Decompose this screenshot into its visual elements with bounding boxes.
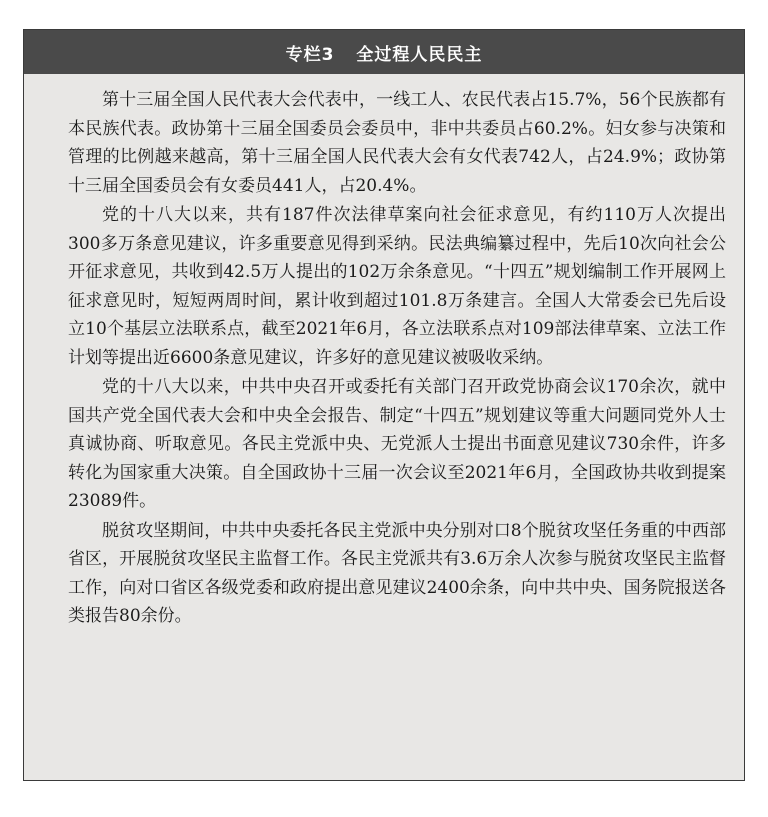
column-header [24,30,744,74]
column-box [23,29,745,781]
paragraph: 第十三届全国人民代表大会代表中，一线工人、农民代表占15.7%，56个民族都有本民族代表。政协第十三届全国委员会委员中，非中共委员占60.2%。妇女参与决策和管理的比例越来越高，第十三届全国人民代表大会有女代表742人，占24.9%；政协第十三届全国委员会有女委员441人，占20.4%。 [68,90,726,196]
column-body [68,86,726,632]
paragraph: 党的十八大以来，共有187件次法律草案向社会征求意见，有约110万人次提出300多万条意见建议，许多重要意见得到采纳。民法典编纂过程中，先后10次向社会公开征求意见，共收到42.5万人提出的102万余条意见。“十四五”规划编制工作开展网上征求意见时，短短两周时间，累计收到超过101.8万条建言。全国人大常委会已先后设立10个基层立法联系点，截至2021年6月，各立法联系点对109部法律草案、立法工作计划等提出近6600条意见建议，许多好的意见建议被吸收采纳。 [68,205,726,368]
column-label: 专栏3 [285,44,335,65]
paragraph: 党的十八大以来，中共中央召开或委托有关部门召开政党协商会议170余次，就中国共产党全国代表大会和中央全会报告、制定“十四五”规划建议等重大问题同党外人士真诚协商、听取意见。各民主党派中央、无党派人士提出书面意见建议730余件，许多转化为国家重大决策。自全国政协十三届一次会议至2021年6月，全国政协共收到提案23089件。 [68,377,726,511]
paragraph: 脱贫攻坚期间，中共中央委托各民主党派中央分别对口8个脱贫攻坚任务重的中西部省区，开展脱贫攻坚民主监督工作。各民主党派共有3.6万余人次参与脱贫攻坚民主监督工作，向对口省区各级党委和政府提出意见建议2400余条，向中共中央、国务院报送各类报告80余份。 [68,520,726,626]
column-title: 全过程人民民主 [356,44,483,65]
